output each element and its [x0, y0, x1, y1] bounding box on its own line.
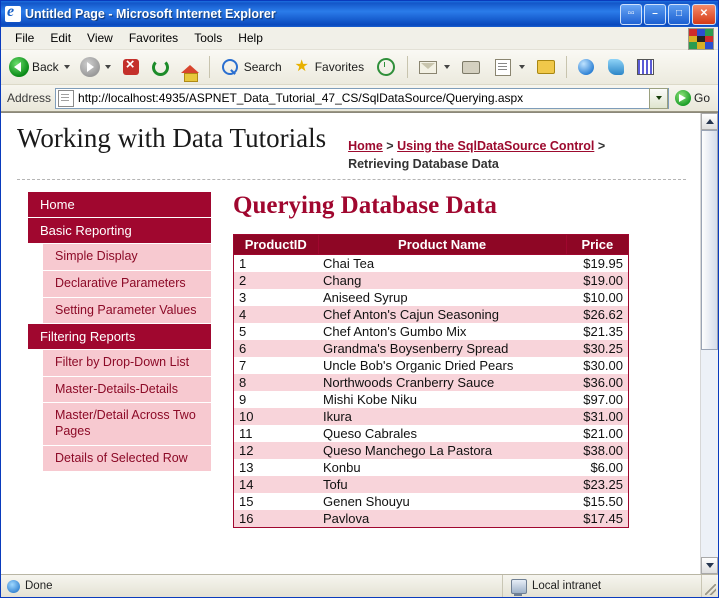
cell-price: $31.00 — [566, 408, 628, 425]
media-button[interactable] — [632, 54, 659, 80]
maximize-button[interactable]: □ — [668, 4, 690, 25]
toolbar-separator — [209, 56, 210, 78]
ie-logo-icon — [5, 6, 21, 22]
cell-product-name: Chef Anton's Gumbo Mix — [323, 324, 467, 340]
cell-productid: 5 — [239, 324, 247, 340]
status-icon — [7, 580, 20, 593]
cell-productid: 3 — [239, 290, 247, 306]
scrollbar-track[interactable] — [701, 130, 718, 557]
scroll-up-button[interactable] — [701, 113, 718, 130]
table-row — [234, 306, 629, 323]
cell-productid: 9 — [239, 392, 247, 408]
cell-price: $30.25 — [566, 340, 628, 357]
content-area — [1, 112, 718, 574]
cell-productid: 11 — [239, 426, 253, 442]
menu-bar — [1, 27, 718, 50]
main-content — [211, 192, 700, 528]
table-row — [234, 374, 629, 391]
cell-price: $21.35 — [583, 324, 623, 340]
cell-product-name: Queso Manchego La Pastora — [318, 442, 566, 459]
status-message — [1, 575, 503, 597]
table-row — [234, 408, 629, 425]
star-icon: ★ — [294, 58, 309, 75]
table-row — [234, 272, 629, 289]
cell-product-name: Mishi Kobe Niku — [323, 392, 417, 408]
toolbar-separator-3 — [566, 56, 567, 78]
cell-price: $23.25 — [566, 476, 628, 493]
media-icon — [637, 59, 654, 75]
table-row — [234, 255, 629, 273]
cell-product-name: Aniseed Syrup — [323, 290, 408, 306]
table-row — [234, 340, 629, 357]
go-button[interactable] — [673, 90, 716, 106]
home-icon — [181, 65, 199, 73]
history-button[interactable] — [370, 54, 402, 80]
table-row — [234, 476, 629, 493]
toolbar-separator-2 — [407, 56, 408, 78]
menu-item-file[interactable]: File — [15, 31, 35, 45]
stop-button[interactable] — [117, 54, 145, 80]
close-button[interactable]: ✕ — [692, 4, 716, 25]
ie-banner-icon — [688, 28, 714, 50]
cell-product-name: Chang — [318, 272, 566, 289]
column-header-product-name: Product Name — [318, 235, 566, 255]
cell-price: $21.00 — [583, 426, 623, 442]
cell-productid: 16 — [234, 510, 319, 528]
sidebar-item-home[interactable]: Home — [25, 192, 211, 218]
table-row — [234, 323, 629, 340]
cell-product-name: Genen Shouyu — [323, 494, 410, 510]
favorites-label: Favorites — [314, 60, 365, 74]
cell-productid: 7 — [239, 358, 247, 374]
sidebar-item-declarative-parameters[interactable]: Declarative Parameters — [43, 271, 211, 298]
back-arrow-icon — [9, 57, 29, 77]
arrow-up-icon — [706, 119, 714, 124]
print-button[interactable] — [456, 54, 486, 80]
cell-price: $36.00 — [566, 374, 628, 391]
arrow-down-icon — [706, 563, 714, 568]
scrollbar-thumb[interactable] — [701, 130, 718, 350]
table-row — [234, 289, 629, 306]
breadcrumb — [348, 123, 648, 173]
page-title: Querying Database Data — [233, 192, 497, 220]
menu-item-help[interactable]: Help — [238, 31, 263, 45]
menu-item-tools[interactable]: Tools — [194, 31, 223, 45]
address-input[interactable] — [55, 88, 669, 109]
security-zone[interactable] — [503, 575, 702, 597]
cell-price: $17.45 — [566, 510, 628, 528]
web-page — [1, 113, 700, 574]
go-label: Go — [693, 91, 710, 105]
menu-item-view[interactable]: View — [87, 31, 113, 45]
forward-dropdown-icon[interactable] — [105, 65, 111, 69]
sidebar-item-setting-parameter-values[interactable]: Setting Parameter Values — [43, 298, 211, 325]
mail-dropdown-icon[interactable] — [444, 65, 450, 69]
address-bar — [1, 85, 718, 112]
cell-productid: 2 — [234, 272, 319, 289]
breadcrumb-link-section[interactable]: Using the SqlDataSource Control — [397, 139, 595, 153]
breadcrumb-separator-2: > — [597, 139, 606, 153]
sidebar-item-details-of-selected-row[interactable]: Details of Selected Row — [43, 446, 211, 473]
cell-product-name: Tofu — [318, 476, 566, 493]
table-row — [234, 391, 629, 408]
forward-button[interactable] — [76, 54, 115, 80]
cell-productid: 14 — [234, 476, 319, 493]
cell-productid: 13 — [239, 460, 254, 476]
address-url-text: http://localhost:4935/ASPNET_Data_Tutorial_47_CS/SqlDataSource/Querying.aspx — [78, 91, 524, 105]
table-row — [234, 442, 629, 459]
cell-price: $10.00 — [583, 290, 623, 306]
table-row — [234, 493, 629, 510]
history-icon — [377, 58, 395, 76]
sidebar-item-basic-reporting[interactable]: Basic Reporting — [25, 218, 211, 244]
scroll-down-button[interactable] — [701, 557, 718, 574]
cell-product-name: Chef Anton's Cajun Seasoning — [318, 306, 566, 323]
search-label: Search — [243, 60, 282, 74]
go-icon — [675, 90, 691, 106]
cell-productid: 1 — [239, 256, 247, 272]
column-header-price: Price — [566, 235, 628, 255]
window-buttons — [620, 4, 716, 25]
cell-price: $30.00 — [583, 358, 623, 374]
cell-product-name: Chai Tea — [323, 256, 375, 272]
cell-price: $19.95 — [583, 256, 623, 272]
cell-productid: 8 — [234, 374, 319, 391]
messenger-icon — [608, 59, 624, 75]
navigation-toolbar — [1, 50, 718, 85]
status-text: Done — [25, 580, 53, 592]
zone-icon — [511, 579, 527, 594]
search-icon — [222, 59, 238, 75]
vertical-scrollbar[interactable] — [700, 113, 718, 574]
messenger-button[interactable] — [602, 54, 630, 80]
cell-productid: 6 — [234, 340, 319, 357]
back-label: Back — [32, 60, 59, 74]
mail-button[interactable] — [413, 54, 454, 80]
cell-price: $6.00 — [590, 460, 623, 476]
sidebar-item-simple-display[interactable]: Simple Display — [43, 244, 211, 271]
breadcrumb-current: Retrieving Database Data — [348, 157, 499, 172]
cell-productid: 15 — [239, 494, 254, 510]
breadcrumb-link-home[interactable]: Home — [348, 139, 383, 153]
products-table — [233, 234, 629, 528]
refresh-button[interactable] — [147, 54, 174, 80]
cell-product-name: Queso Cabrales — [323, 426, 417, 442]
back-dropdown-icon[interactable] — [64, 65, 70, 69]
address-dropdown-button[interactable] — [649, 88, 668, 109]
title-bar — [1, 1, 718, 27]
breadcrumb-separator-1: > — [386, 139, 394, 153]
cell-price: $15.50 — [583, 494, 623, 510]
search-button[interactable] — [215, 54, 286, 80]
sidebar-item-master-detail-across-two-pages[interactable]: Master/Detail Across Two Pages — [43, 403, 211, 445]
menu-item-edit[interactable]: Edit — [50, 31, 72, 45]
window-title: Untitled Page - Microsoft Internet Explorer — [25, 7, 276, 21]
table-header-row — [234, 235, 629, 255]
cell-product-name: Grandma's Boysenberry Spread — [318, 340, 566, 357]
column-header-productid: ProductID — [234, 235, 319, 255]
resize-grip[interactable] — [702, 575, 718, 597]
address-label: Address — [7, 91, 52, 105]
edit-button[interactable] — [488, 54, 529, 80]
globe-icon — [578, 59, 594, 75]
page-icon — [58, 90, 74, 107]
back-button[interactable] — [5, 54, 74, 80]
table-row — [234, 459, 629, 476]
cell-price: $26.62 — [566, 306, 628, 323]
site-title: Working with Data Tutorials — [17, 123, 327, 153]
menu-item-favorites[interactable]: Favorites — [128, 31, 179, 45]
refresh-icon — [152, 59, 169, 76]
sidebar-menu — [25, 192, 211, 528]
mail-icon — [419, 61, 437, 74]
home-button[interactable] — [176, 54, 204, 80]
sidebar-item-filtering-reports[interactable]: Filtering Reports — [25, 324, 211, 350]
forward-arrow-icon — [80, 57, 100, 77]
cell-product-name: Ikura — [318, 408, 566, 425]
cell-productid: 10 — [234, 408, 319, 425]
edit-dropdown-icon[interactable] — [519, 65, 525, 69]
table-row — [234, 357, 629, 374]
status-bar — [1, 574, 718, 597]
cell-product-name: Konbu — [323, 460, 361, 476]
minimize-button[interactable]: – — [644, 4, 666, 25]
cell-product-name: Uncle Bob's Organic Dried Pears — [323, 358, 514, 374]
page-header — [17, 123, 686, 180]
table-row — [234, 510, 629, 528]
cell-productid: 12 — [234, 442, 319, 459]
cell-price: $19.00 — [566, 272, 628, 289]
discuss-button[interactable] — [572, 54, 600, 80]
folder-icon — [537, 60, 555, 74]
folders-button[interactable] — [531, 54, 561, 80]
cell-price: $97.00 — [583, 392, 623, 408]
cell-product-name: Pavlova — [318, 510, 566, 528]
printer-icon — [462, 61, 480, 74]
cell-product-name: Northwoods Cranberry Sauce — [318, 374, 566, 391]
stop-icon — [123, 59, 139, 75]
cell-price: $38.00 — [566, 442, 628, 459]
sidebar-item-filter-by-drop-down-list[interactable]: Filter by Drop-Down List — [43, 350, 211, 377]
zone-text: Local intranet — [532, 580, 602, 592]
restore-group-button[interactable]: ▫▫ — [620, 4, 642, 25]
sidebar-item-master-details-details[interactable]: Master-Details-Details — [43, 377, 211, 404]
cell-productid: 4 — [234, 306, 319, 323]
table-row — [234, 425, 629, 442]
edit-page-icon — [495, 59, 511, 76]
favorites-button[interactable] — [288, 54, 368, 80]
